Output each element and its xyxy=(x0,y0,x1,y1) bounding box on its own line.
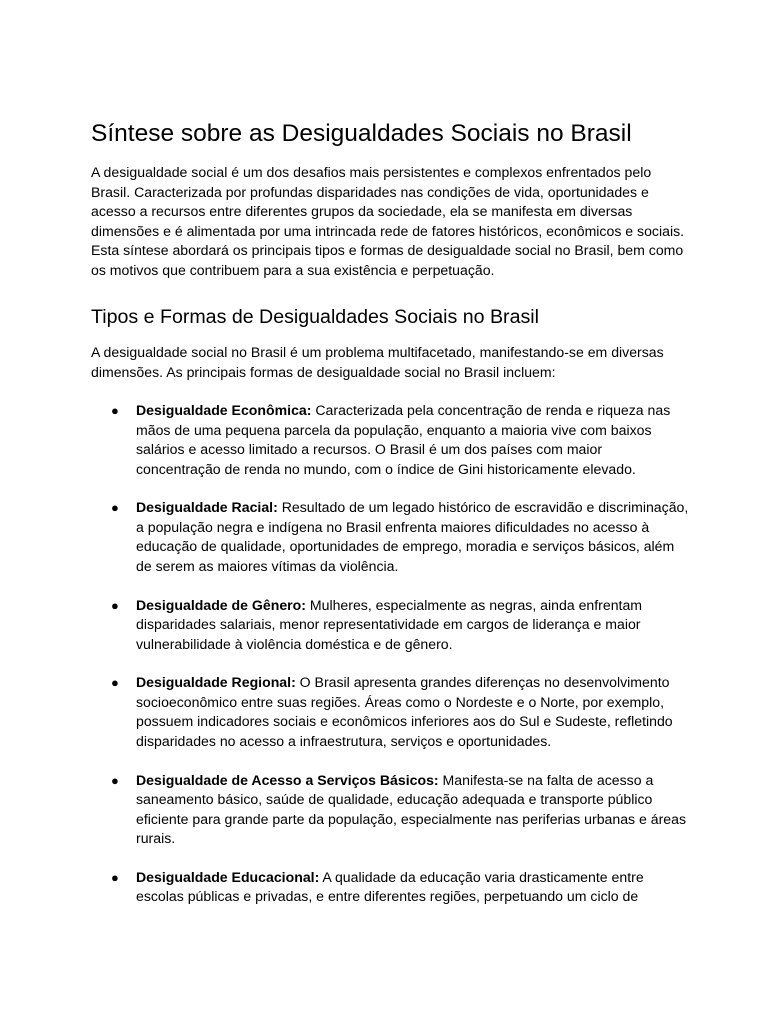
bullet-icon: ● xyxy=(111,869,119,885)
intro-line: Esta síntese abordará os principais tipos e formas de desigualdade social no Brasil, bem como xyxy=(91,242,684,258)
list-item-text: rurais. xyxy=(136,830,176,847)
intro-line: dimensões e é alimentada por uma intrincada rede de fatores históricos, econômicos e sociais. xyxy=(91,222,685,239)
section-intro-line: A desigualdade social no Brasil é um problema multifacetado, manifestando-se em diversas xyxy=(91,344,664,360)
list-item-gender xyxy=(91,596,691,655)
list-item-basic-services xyxy=(91,771,691,849)
list-item-text: possuem indicadores sociais e econômicos inferiores aos do Sul e Sudeste, refletindo xyxy=(136,713,673,730)
intro-line: os motivos que contribuem para a sua existência e perpetuação. xyxy=(91,261,495,278)
intro-paragraph xyxy=(91,163,691,280)
list-item-text: Resultado de um legado histórico de escravidão e discriminação, xyxy=(277,499,689,516)
bullet-icon: ● xyxy=(111,500,119,516)
list-item-text: disparidades no acesso a infraestrutura, serviços e oportunidades. xyxy=(136,732,552,749)
list-item-term: Desigualdade Econômica: xyxy=(136,402,312,418)
list-item-text: disparidades salariais, menor representatividade em cargos de liderança e maior xyxy=(136,616,641,633)
list-item-term: Desigualdade Regional: xyxy=(136,674,296,691)
list-item-text: Manifesta-se na falta de acesso a xyxy=(438,771,654,788)
list-item-text: escolas públicas e privadas, e entre diferentes regiões, perpetuando um ciclo de xyxy=(136,888,639,905)
list-item-text: saneamento básico, saúde de qualidade, educação adequada e transporte público xyxy=(136,791,653,808)
list-item-text: vulnerabilidade à violência doméstica e de gênero. xyxy=(136,635,453,652)
list-item-text: A qualidade da educação varia drasticamente entre xyxy=(319,868,644,885)
list-item-text: de serem as maiores vítimas da violência. xyxy=(136,557,399,574)
list-item-text: a população negra e indígena no Brasil enfrenta maiores dificuldades no acesso à xyxy=(136,518,650,535)
list-item-term: Desigualdade de Gênero: xyxy=(136,596,306,613)
list-item-regional xyxy=(91,673,691,751)
document-page xyxy=(91,118,691,926)
document-title: Síntese sobre as Desigualdades Sociais no Brasil xyxy=(91,120,632,147)
list-item-text: salários e acesso limitado a recursos. O Brasil é um dos países com maior xyxy=(136,441,603,457)
bullet-icon: ● xyxy=(111,675,119,691)
list-item-text: socioeconômico entre suas regiões. Áreas como o Nordeste e o Norte, por exemplo, xyxy=(136,693,664,710)
intro-line: acesso a recursos entre diferentes grupos da sociedade, ela se manifesta em diversas xyxy=(91,203,633,219)
section-intro-line: dimensões. As principais formas de desigualdade social no Brasil incluem: xyxy=(91,363,556,380)
intro-line: A desigualdade social é um dos desafios mais persistentes e complexos enfrentados pelo xyxy=(91,164,652,180)
list-item-educational xyxy=(91,868,691,907)
section-heading: Tipos e Formas de Desigualdades Sociais no Brasil xyxy=(91,306,539,328)
bullet-icon: ● xyxy=(111,772,119,788)
inequality-types-list xyxy=(91,401,691,907)
list-item-term: Desigualdade Educacional: xyxy=(136,868,320,885)
list-item-text: concentração de renda no mundo, com o índice de Gini historicamente elevado. xyxy=(136,460,636,477)
list-item-economic xyxy=(91,401,691,479)
list-item-text: eficiente para grande parte da população, especialmente nas periferias urbanas e áreas xyxy=(136,810,687,827)
list-item-text: educação de qualidade, oportunidades de emprego, moradia e serviços básicos, além xyxy=(136,538,675,555)
intro-line: Brasil. Caracterizada por profundas disparidades nas condições de vida, oportunidades e xyxy=(91,183,649,200)
bullet-icon: ● xyxy=(111,597,119,613)
list-item-term: Desigualdade de Acesso a Serviços Básicos: xyxy=(136,771,439,788)
list-item-text: O Brasil apresenta grandes diferenças no desenvolvimento xyxy=(295,674,670,691)
bullet-icon: ● xyxy=(111,403,119,418)
list-item-text: Mulheres, especialmente as negras, ainda enfrentam xyxy=(305,596,643,613)
section-intro-paragraph xyxy=(91,343,691,382)
list-item-term: Desigualdade Racial: xyxy=(136,499,278,516)
list-item-racial xyxy=(91,498,691,576)
list-item-text: Caracterizada pela concentração de renda e riqueza nas xyxy=(311,402,671,418)
list-item-text: mãos de uma pequena parcela da população, enquanto a maioria vive com baixos xyxy=(136,421,652,438)
